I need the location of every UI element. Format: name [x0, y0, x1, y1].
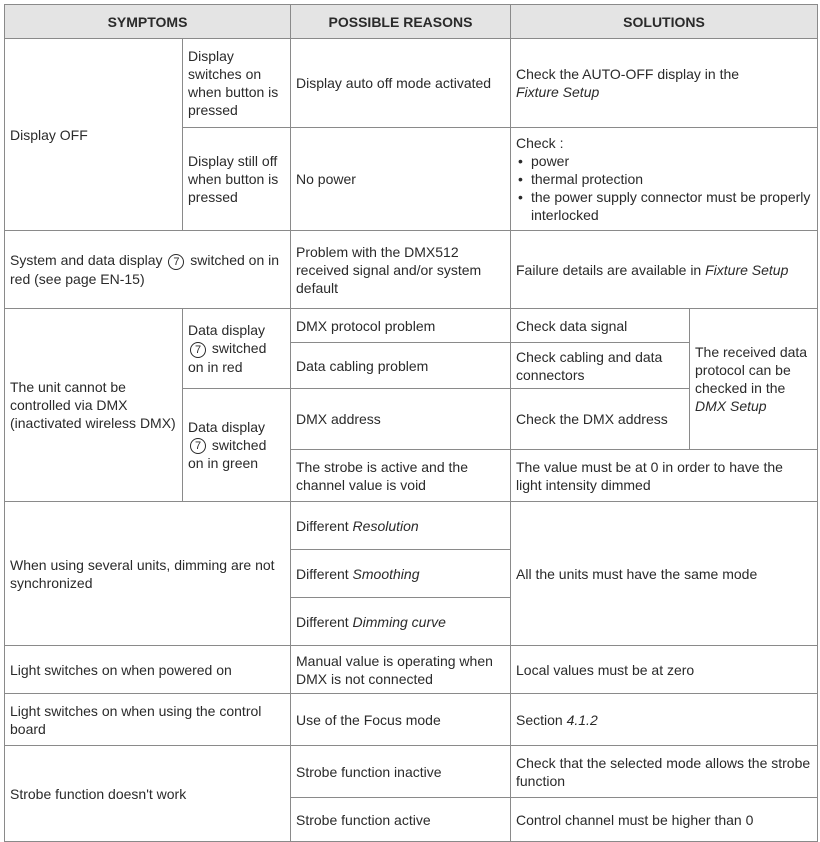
subsymptom-data-display-red: Data display7 switched on in red	[183, 309, 291, 389]
solution-check-cabling: Check cabling and data connectors	[511, 343, 690, 389]
reason-strobe-inactive: Strobe function inactive	[291, 746, 511, 798]
solution-control-channel: Control channel must be higher than 0	[511, 798, 818, 842]
list-item: • power	[516, 152, 812, 170]
table-row	[5, 502, 818, 550]
reason-data-cabling: Data cabling problem	[291, 343, 511, 389]
number-7-circle-icon: 7	[190, 438, 206, 454]
solution-value-zero: The value must be at 0 in order to have the light intensity dimmed	[511, 450, 818, 502]
header-row	[5, 5, 818, 39]
header-reasons: POSSIBLE REASONS	[291, 5, 511, 39]
symptom-strobe: Strobe function doesn't work	[5, 746, 291, 842]
reason-focus-mode: Use of the Focus mode	[291, 694, 511, 746]
header-solutions: SOLUTIONS	[511, 5, 818, 39]
symptom-powered-on: Light switches on when powered on	[5, 646, 291, 694]
solution-local-values: Local values must be at zero	[511, 646, 818, 694]
symptom-dimming-sync: When using several units, dimming are not synchronized	[5, 502, 291, 646]
reason-dmx512-signal: Problem with the DMX512 received signal and/or system default	[291, 231, 511, 309]
solution-check-data-signal: Check data signal	[511, 309, 690, 343]
troubleshooting-table	[4, 4, 818, 842]
troubleshooting-table-container	[4, 4, 818, 842]
table-row	[5, 646, 818, 694]
reason-strobe-void: The strobe is active and the channel value is void	[291, 450, 511, 502]
reason-different-resolution: Different Resolution	[291, 502, 511, 550]
subsymptom-display-still-off: Display still off when button is pressed	[183, 128, 291, 231]
symptom-display-off: Display OFF	[5, 39, 183, 231]
solution-no-power	[511, 128, 818, 231]
solution-check-dmx-address: Check the DMX address	[511, 389, 690, 450]
solution-check-strobe-mode: Check that the selected mode allows the strobe function	[511, 746, 818, 798]
header-symptoms: SYMPTOMS	[5, 5, 291, 39]
reason-strobe-active: Strobe function active	[291, 798, 511, 842]
reason-dmx-protocol: DMX protocol problem	[291, 309, 511, 343]
table-row	[5, 694, 818, 746]
solution-auto-off: Check the AUTO-OFF display in the Fixture Setup	[511, 39, 818, 128]
reason-auto-off: Display auto off mode activated	[291, 39, 511, 128]
subsymptom-data-display-green: Data display7 switched on in green	[183, 389, 291, 502]
reason-different-dimming-curve: Different Dimming curve	[291, 598, 511, 646]
reason-manual-value: Manual value is operating when DMX is not connected	[291, 646, 511, 694]
symptom-dmx-control: The unit cannot be controlled via DMX (inactivated wireless DMX)	[5, 309, 183, 502]
solution-section-ref: Section 4.1.2	[511, 694, 818, 746]
number-7-circle-icon: 7	[168, 254, 184, 270]
table-row	[5, 39, 818, 128]
reason-different-smoothing: Different Smoothing	[291, 550, 511, 598]
subsymptom-display-switches-on: Display switches on when button is pressed	[183, 39, 291, 128]
table-row	[5, 309, 818, 343]
solution-data-protocol-check: The received data protocol can be checked in the DMX Setup	[690, 309, 818, 450]
table-row	[5, 746, 818, 798]
list-item: • the power supply connector must be properly interlocked	[516, 188, 812, 224]
reason-dmx-address: DMX address	[291, 389, 511, 450]
solution-same-mode: All the units must have the same mode	[511, 502, 818, 646]
table-row	[5, 231, 818, 309]
solution-check-title: Check :	[516, 135, 564, 151]
solution-check-list	[516, 152, 812, 224]
symptom-control-board: Light switches on when using the control board	[5, 694, 291, 746]
symptom-system-red: System and data display 7 switched on in red (see page EN-15)	[5, 231, 291, 309]
list-item: • thermal protection	[516, 170, 812, 188]
solution-failure-details: Failure details are available in Fixture Setup	[511, 231, 818, 309]
reason-no-power: No power	[291, 128, 511, 231]
number-7-circle-icon: 7	[190, 342, 206, 358]
